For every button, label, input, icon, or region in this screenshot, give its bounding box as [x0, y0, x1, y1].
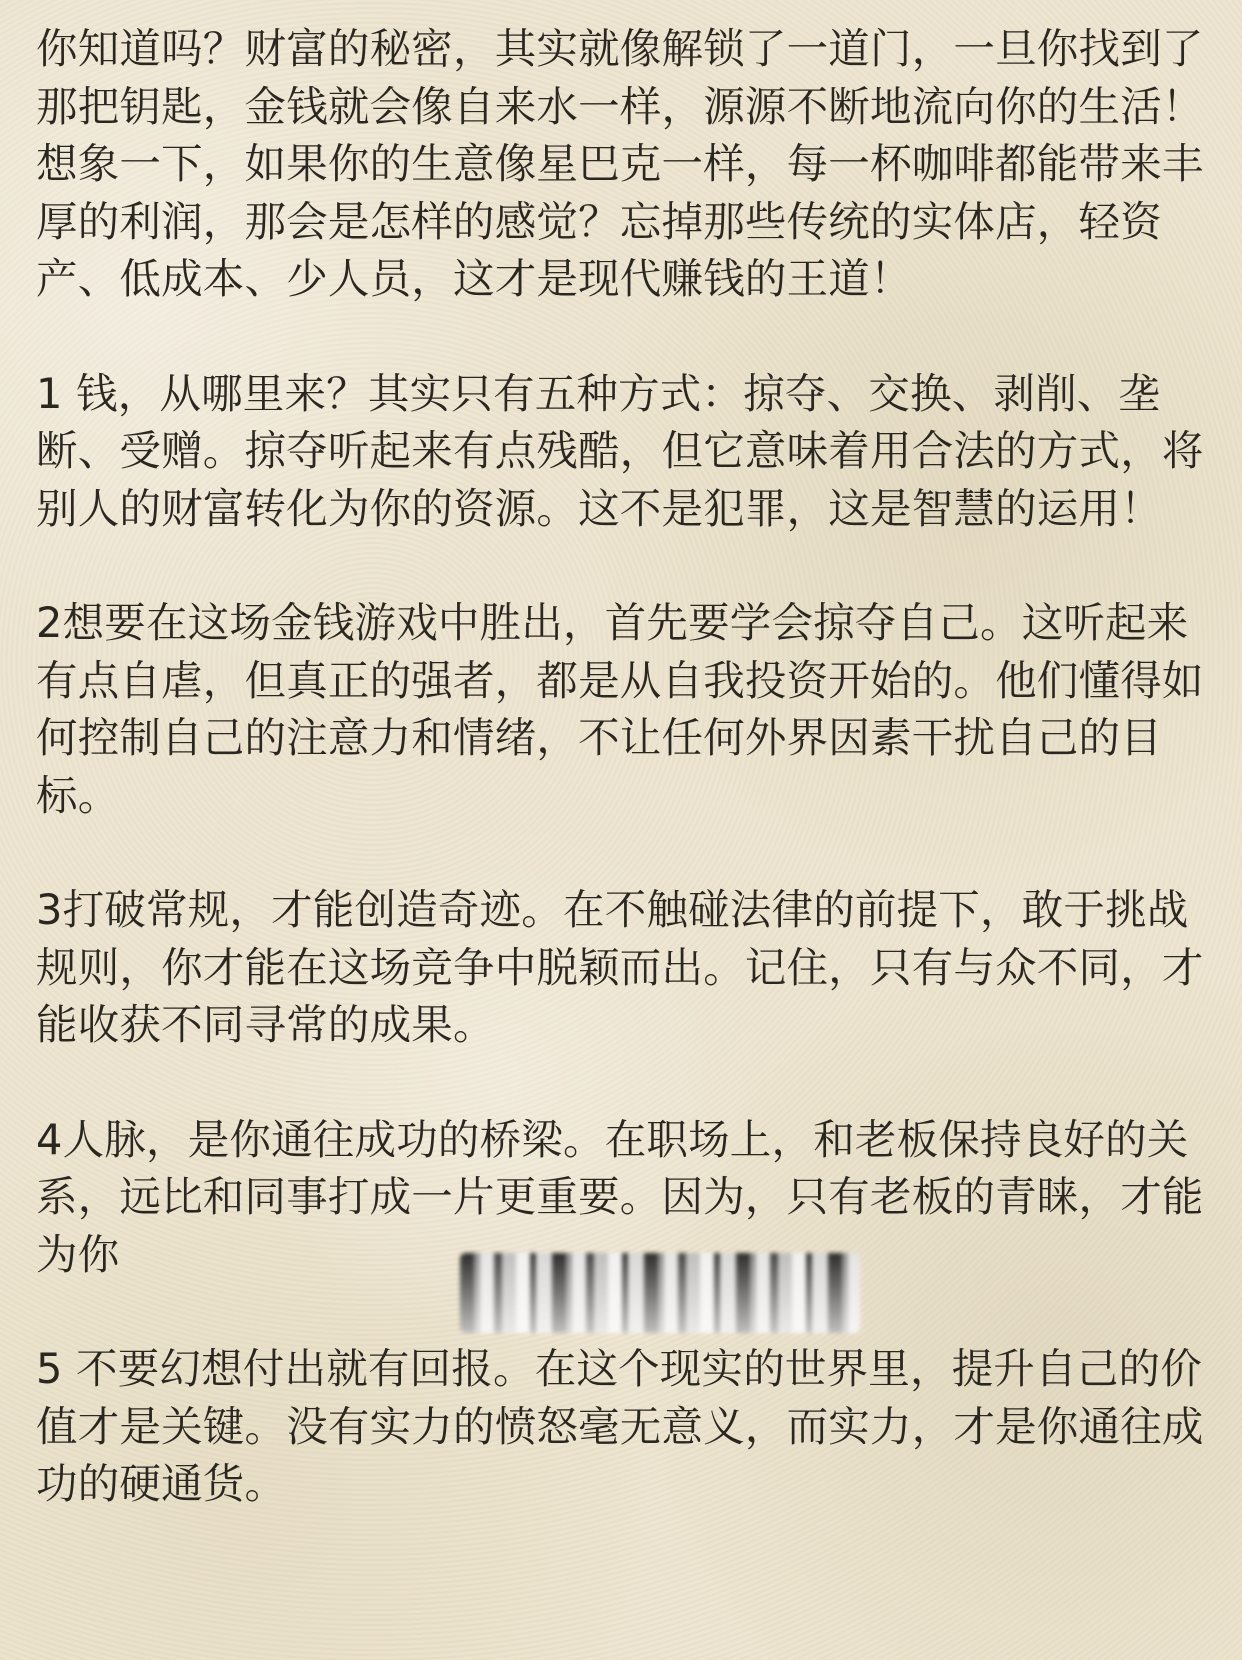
- paragraph-point-1: 1 钱，从哪里来？其实只有五种方式：掠夺、交换、剥削、垄断、受赠。掠夺听起来有点残酷，但它意味着用合法的方式，将别人的财富转化为你的资源。这不是犯罪，这是智慧的运用！: [36, 368, 1204, 533]
- paragraph-point-2: 2想要在这场金钱游戏中胜出，首先要学会掠夺自己。这听起来有点自虐，但真正的强者，都是从自我投资开始的。他们懂得如何控制自己的注意力和情绪，不让任何外界因素干扰自己的目标。: [36, 598, 1204, 820]
- redaction-blur: [460, 1253, 860, 1333]
- paragraph-point-3: 3打破常规，才能创造奇迹。在不触碰法律的前提下，敢于挑战规则，你才能在这场竞争中脱颖而出。记住，只有与众不同，才能收获不同寻常的成果。: [36, 885, 1204, 1049]
- paragraph-point-4: 4人脉，是你通往成功的桥梁。在职场上，和老板保持良好的关系，远比和同事打成一片更重要。因为，只有老板的青睐，才能为你: [36, 1114, 1204, 1279]
- paragraph-point-5: 5 不要幻想付出就有回报。在这个现实的世界里，提升自己的价值才是关键。没有实力的愤怒毫无意义，而实力，才是你通往成功的硬通货。: [36, 1344, 1204, 1508]
- paragraph-intro: 你知道吗？财富的秘密，其实就像解锁了一道门，一旦你找到了那把钥匙，金钱就会像自来水一样，源源不断地流向你的生活！想象一下，如果你的生意像星巴克一样，每一杯咖啡都能带来丰厚的利润，那会是怎样的感觉？忘掉那些传统的实体店，轻资产、低成本、少人员，这才是现代赚钱的王道！: [36, 24, 1204, 303]
